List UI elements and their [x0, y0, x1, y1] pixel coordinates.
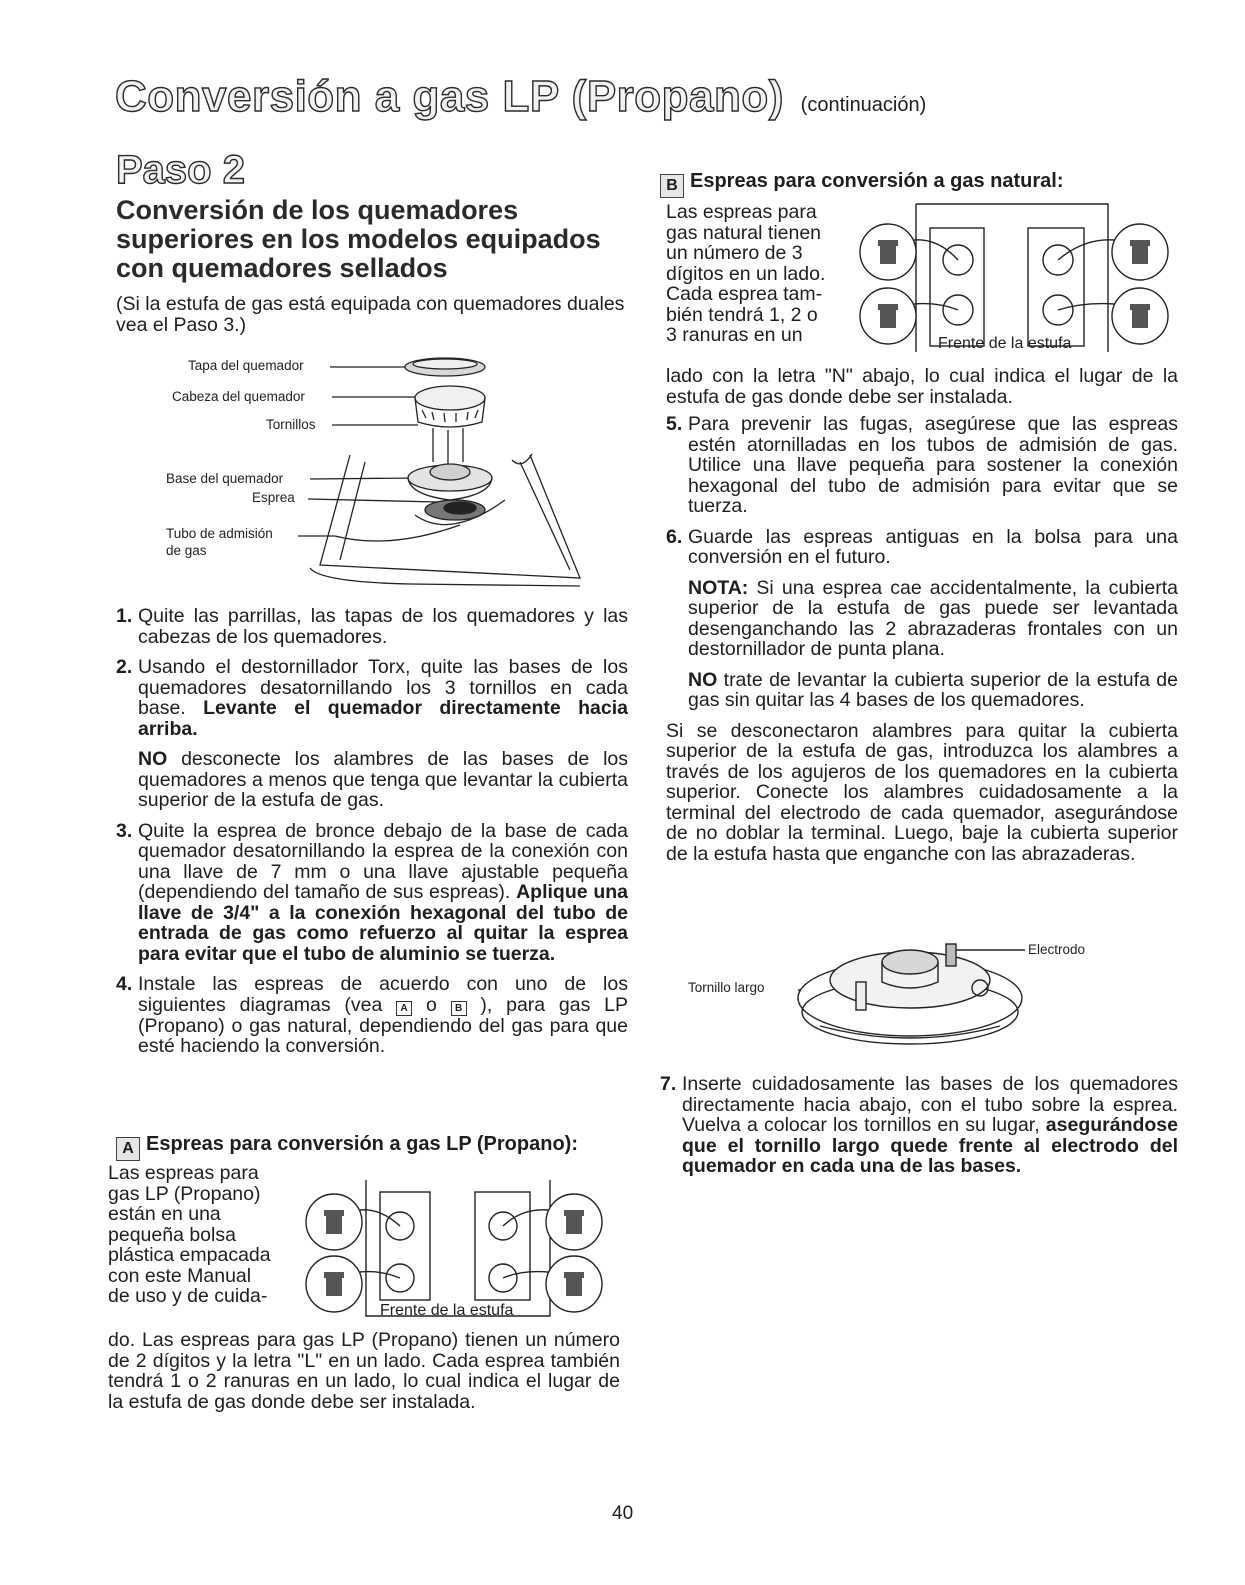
section-a-title: A Espreas para conversión a gas LP (Propano): [116, 1133, 578, 1161]
electrode-diagram [780, 930, 1050, 1055]
step-2-note: NO desconecte los alambres de las bases de los quemadores a menos que tenga que levantar la cubierta superior de la estufa de gas. [138, 748, 628, 811]
page-title: Conversión a gas LP (Propano) (continuación) [115, 72, 927, 121]
page-number: 40 [612, 1503, 634, 1524]
section-b-title: B Espreas para conversión a gas natural: [660, 170, 1064, 198]
note-orifice-fall: NOTA: Si una esprea cae accidentalmente, la cubierta superior de la estufa de gas puede ser levantada desenganchando las 2 abrazaderas frontales con un destornillador de punta plana. [688, 576, 1178, 660]
section-a-side-text: Las espreas para gas LP (Propano) están en una pequeña bolsa plástica empacada con este Manual de uso y de cuida- [108, 1162, 271, 1307]
label-gas-tube-1: Tubo de admisión [166, 526, 273, 541]
label-screws: Tornillos [266, 417, 316, 432]
step-3: 3. Quite la esprea de bronce debajo de la base de cada quemador desatornillando la esprea de la conexión con una llave de 7 mm o una llave ajustable pequeña (dependiendo del tamaño de sus espreas). Aplique una llave de 3/4" a la conexión hexagonal del tubo de entrada de gas como refuerzo al quitar la esprea para evitar que el tubo de aluminio se tuerza. [116, 819, 628, 965]
section-heading: Conversión de los quemadores superiores en los modelos equipados con quemadores sellados [116, 195, 601, 283]
note-do-not-lift: NO trate de levantar la cubierta superior de la estufa de gas sin quitar las 4 bases de los quemadores. [688, 668, 1178, 711]
step-1: 1. Quite las parrillas, las tapas de los quemadores y las cabezas de los quemadores. [116, 605, 628, 648]
title-continuation: (continuación) [800, 94, 927, 116]
step-7: 7. Inserte cuidadosamente las bases de los quemadores directamente hacia abajo, con el tubo sobre la esprea. Vuelva a colocar los tornillos en su lugar, asegurándose que el tornillo largo quede frente al electrodo del quemador en cada una de las bases. [660, 1073, 1178, 1177]
section-b-text: lado con la letra "N" abajo, lo cual indica el lugar de la estufa de gas donde debe ser instalada. [666, 365, 1178, 408]
step-5: 5. Para prevenir las fugas, asegúrese que las espreas estén atornilladas en los tubos de admisión de gas. Utilice una llave pequeña para sostener la conexión hexagonal del tubo de admisión para evitar que se tuerza. [666, 413, 1178, 517]
step-title: Paso 2 [116, 148, 245, 192]
intro-note: (Si la estufa de gas está equipada con quemadores duales vea el Paso 3.) [116, 293, 625, 336]
diagram-b-ref: B [451, 1001, 467, 1016]
label-burner-cap: Tapa del quemador [188, 358, 304, 373]
wires-paragraph: Si se desconectaron alambres para quitar la cubierta superior de la estufa de gas, introduzca los alambres a través de los agujeros de los quemadores en la cubierta superior. Conecte los alambres cuidadosamente a la terminal del electrodo de cada quemador, asegurándose de no doblar la terminal. Luego, baje la cubierta superior de la estufa hasta que enganche con las abrazaderas. [666, 719, 1178, 865]
step-4: 4. Instale las espreas de acuerdo con uno de los siguientes diagramas (vea A o B ), para gas LP (Propano) o gas natural, dependiendo del gas para que esté haciendo la conversión. [116, 973, 629, 1057]
label-gas-tube-2: de gas [166, 543, 207, 558]
section-b-box: B [660, 174, 684, 198]
step-6: 6. Guarde las espreas antiguas en la bolsa para una conversión en el futuro. [666, 525, 1178, 568]
natural-diagram-front-label: Frente de la estufa [938, 335, 1072, 352]
label-burner-head: Cabeza del quemador [172, 389, 305, 404]
lp-diagram-front-label: Frente de la estufa [380, 1302, 514, 1319]
left-steps [116, 606, 628, 1057]
label-burner-base: Base del quemador [166, 471, 284, 486]
right-steps [666, 414, 1178, 864]
step-7-block [660, 1074, 1178, 1177]
step-2: 2. Usando el destornillador Torx, quite las bases de los quemadores desatornillando los 3 tornillos en cada base. Levante el quemador directamente hacia arriba. [116, 656, 629, 740]
section-a-box: A [116, 1137, 140, 1161]
section-a-text: do. Las espreas para gas LP (Propano) tienen un número de 2 dígitos y la letra "L" en un lado. Cada esprea también tendrá 1 o 2 ranuras en un lado, lo cual indica el lugar de la estufa de gas donde debe ser instalada. [108, 1329, 620, 1413]
diagram-a-ref: A [396, 1001, 412, 1016]
label-orifice: Esprea [252, 490, 295, 505]
label-long-screw: Tornillo largo [688, 980, 765, 995]
label-electrode: Electrodo [1028, 942, 1086, 957]
natural-gas-orifice-diagram [858, 202, 1178, 354]
section-b-side-text: Las espreas para gas natural tienen un número de 3 dígitos en un lado. Cada esprea tam- bién tendrá 1, 2 o 3 ranuras en un [666, 201, 826, 346]
